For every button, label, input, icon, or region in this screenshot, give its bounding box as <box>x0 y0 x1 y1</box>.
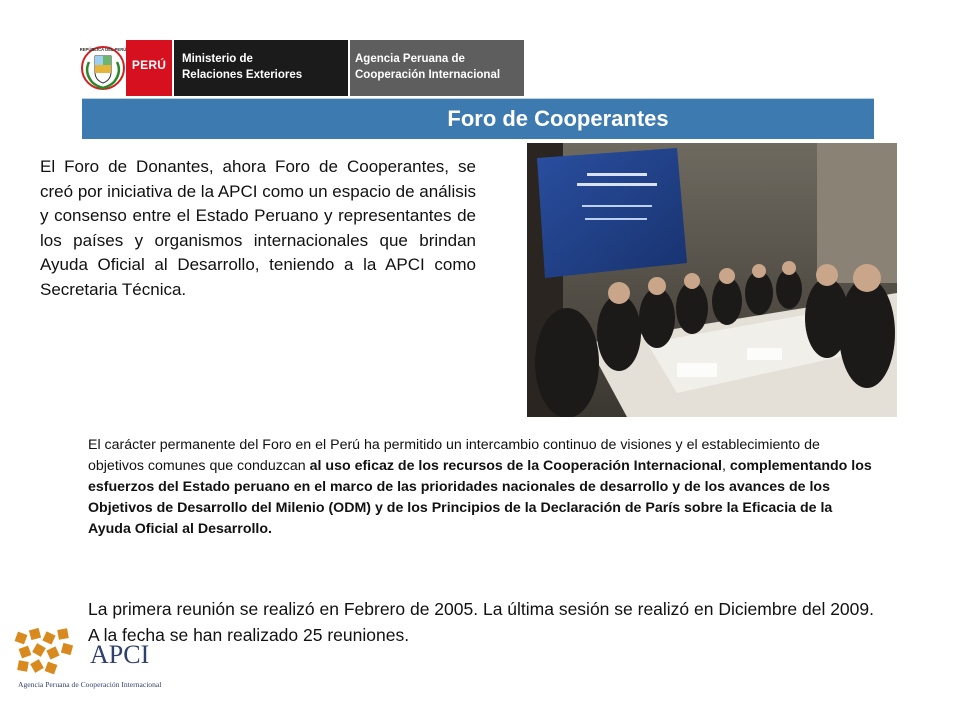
coat-of-arms-icon <box>80 42 126 94</box>
agency-line-2: Cooperación Internacional <box>355 69 501 81</box>
detail-separator: , <box>721 458 730 474</box>
meeting-photo <box>527 143 897 417</box>
apci-logo <box>10 625 180 695</box>
agency-line-1: Agencia Peruana de <box>355 53 465 65</box>
page-title: Foro de Cooperantes <box>447 106 669 131</box>
ministry-line-1: Ministerio de <box>182 53 253 65</box>
peru-label: PERÚ <box>131 58 167 72</box>
apci-logo-name: APCI <box>90 640 150 669</box>
seal-text: REPÚBLICA DEL PERÚ <box>80 47 126 52</box>
agency-badge <box>350 40 524 96</box>
ministry-badge <box>174 40 348 96</box>
detail-regular-text: El carácter permanente del Foro en el Perú ha permitido un intercambio continuo de visiones y el establecimiento de objetivos comunes que conduzcan <box>88 437 820 474</box>
title-bar <box>82 98 874 139</box>
peru-badge <box>126 40 172 96</box>
detail-paragraph <box>88 435 878 540</box>
detail-bold-text-2: complementando los esfuerzos del Estado peruano en el marco de las prioridades nacionales de desarrollo y de los avances de los Objetivos de Desarrollo del Milenio (ODM) y de los Principios de la Declaración de París sobre la Eficacia de la Ayuda Oficial al Desarrollo. <box>88 458 872 537</box>
apci-logo-subtitle: Agencia Peruana de Cooperación Internacional <box>18 680 162 689</box>
meetings-paragraph: La primera reunión se realizó en Febrero de 2005. La última sesión se realizó en Diciembre del 2009. A la fecha se han realizado 25 reuniones. <box>88 599 874 645</box>
header-logos <box>80 40 525 96</box>
detail-bold-text-1: al uso eficaz de los recursos de la Cooperación Internacional <box>309 458 722 474</box>
ministry-line-2: Relaciones Exteriores <box>182 69 303 81</box>
apci-pattern-icon <box>15 628 74 675</box>
intro-paragraph: El Foro de Donantes, ahora Foro de Cooperantes, se creó por iniciativa de la APCI como un espacio de análisis y consenso entre el Estado Peruano y representantes de los países y organismos internacionales que brindan Ayuda Oficial al Desarrollo, teniendo a la APCI como Secretaria Técnica. <box>40 157 476 299</box>
